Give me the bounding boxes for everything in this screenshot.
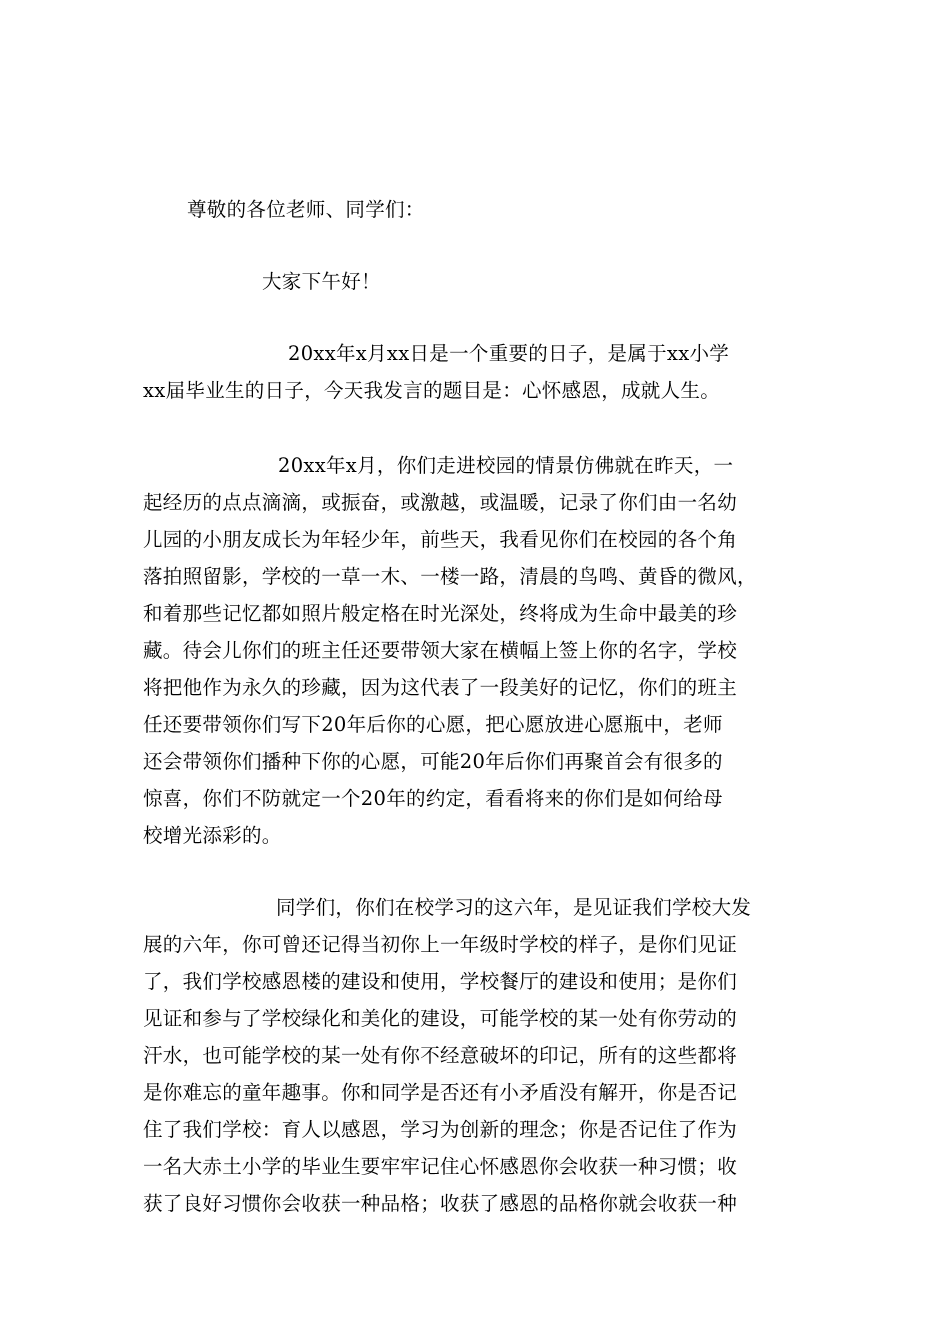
paragraph-2-line-8: 任还要带领你们写下20年后你的心愿，把心愿放进心愿瓶中，老师 <box>143 713 723 736</box>
paragraph-2-line-9: 还会带领你们播种下你的心愿，可能20年后你们再聚首会有很多的 <box>143 750 723 773</box>
paragraph-3-line-3: 了，我们学校感恩楼的建设和使用，学校餐厅的建设和使用；是你们 <box>143 970 738 993</box>
paragraph-3-line-7: 住了我们学校：育人以感恩，学习为创新的理念；你是否记住了作为 <box>143 1118 738 1141</box>
paragraph-2-line-2: 起经历的点点滴滴，或振奋，或激越，或温暖，记录了你们由一名幼 <box>143 491 738 514</box>
paragraph-3-line-9: 获了良好习惯你会收获一种品格；收获了感恩的品格你就会收获一种 <box>143 1192 738 1215</box>
paragraph-3-line-8: 一名大赤土小学的毕业生要牢牢记住心怀感恩你会收获一种习惯；收 <box>143 1155 738 1178</box>
paragraph-3-line-4: 见证和参与了学校绿化和美化的建设，可能学校的某一处有你劳动的 <box>143 1007 738 1030</box>
paragraph-2-line-5: 和着那些记忆都如照片般定格在时光深处，终将成为生命中最美的珍 <box>143 602 738 625</box>
paragraph-2-line-4: 落拍照留影，学校的一草一木、一楼一路，清晨的鸟鸣、黄昏的微风， <box>143 565 757 588</box>
paragraph-3-line-6: 是你难忘的童年趣事。你和同学是否还有小矛盾没有解开，你是否记 <box>143 1081 738 1104</box>
paragraph-1-line-2: xx届毕业生的日子，今天我发言的题目是：心怀感恩，成就人生。 <box>143 379 720 402</box>
paragraph-3-line-2: 展的六年，你可曾还记得当初你上一年级时学校的样子，是你们见证 <box>143 933 738 956</box>
greeting: 大家下午好！ <box>262 270 381 293</box>
paragraph-2-line-3: 儿园的小朋友成长为年轻少年，前些天，我看见你们在校园的各个角 <box>143 528 738 551</box>
paragraph-2-line-11: 校增光添彩的。 <box>143 824 282 847</box>
salutation: 尊敬的各位老师、同学们： <box>187 198 425 221</box>
paragraph-2-line-6: 藏。待会儿你们的班主任还要带领大家在横幅上签上你的名字，学校 <box>143 639 738 662</box>
paragraph-2-line-10: 惊喜，你们不防就定一个20年的约定，看看将来的你们是如何给母 <box>143 787 723 810</box>
paragraph-1-line-1: 20xx年x月xx日是一个重要的日子，是属于xx小学 <box>288 342 730 365</box>
paragraph-2-line-1: 20xx年x月，你们走进校园的情景仿佛就在昨天，一 <box>278 454 734 477</box>
paragraph-3-line-5: 汗水，也可能学校的某一处有你不经意破坏的印记，所有的这些都将 <box>143 1044 738 1067</box>
paragraph-2-line-7: 将把他作为永久的珍藏，因为这代表了一段美好的记忆，你们的班主 <box>143 676 738 699</box>
paragraph-3-line-1: 同学们，你们在校学习的这六年，是见证我们学校大发 <box>276 896 752 919</box>
